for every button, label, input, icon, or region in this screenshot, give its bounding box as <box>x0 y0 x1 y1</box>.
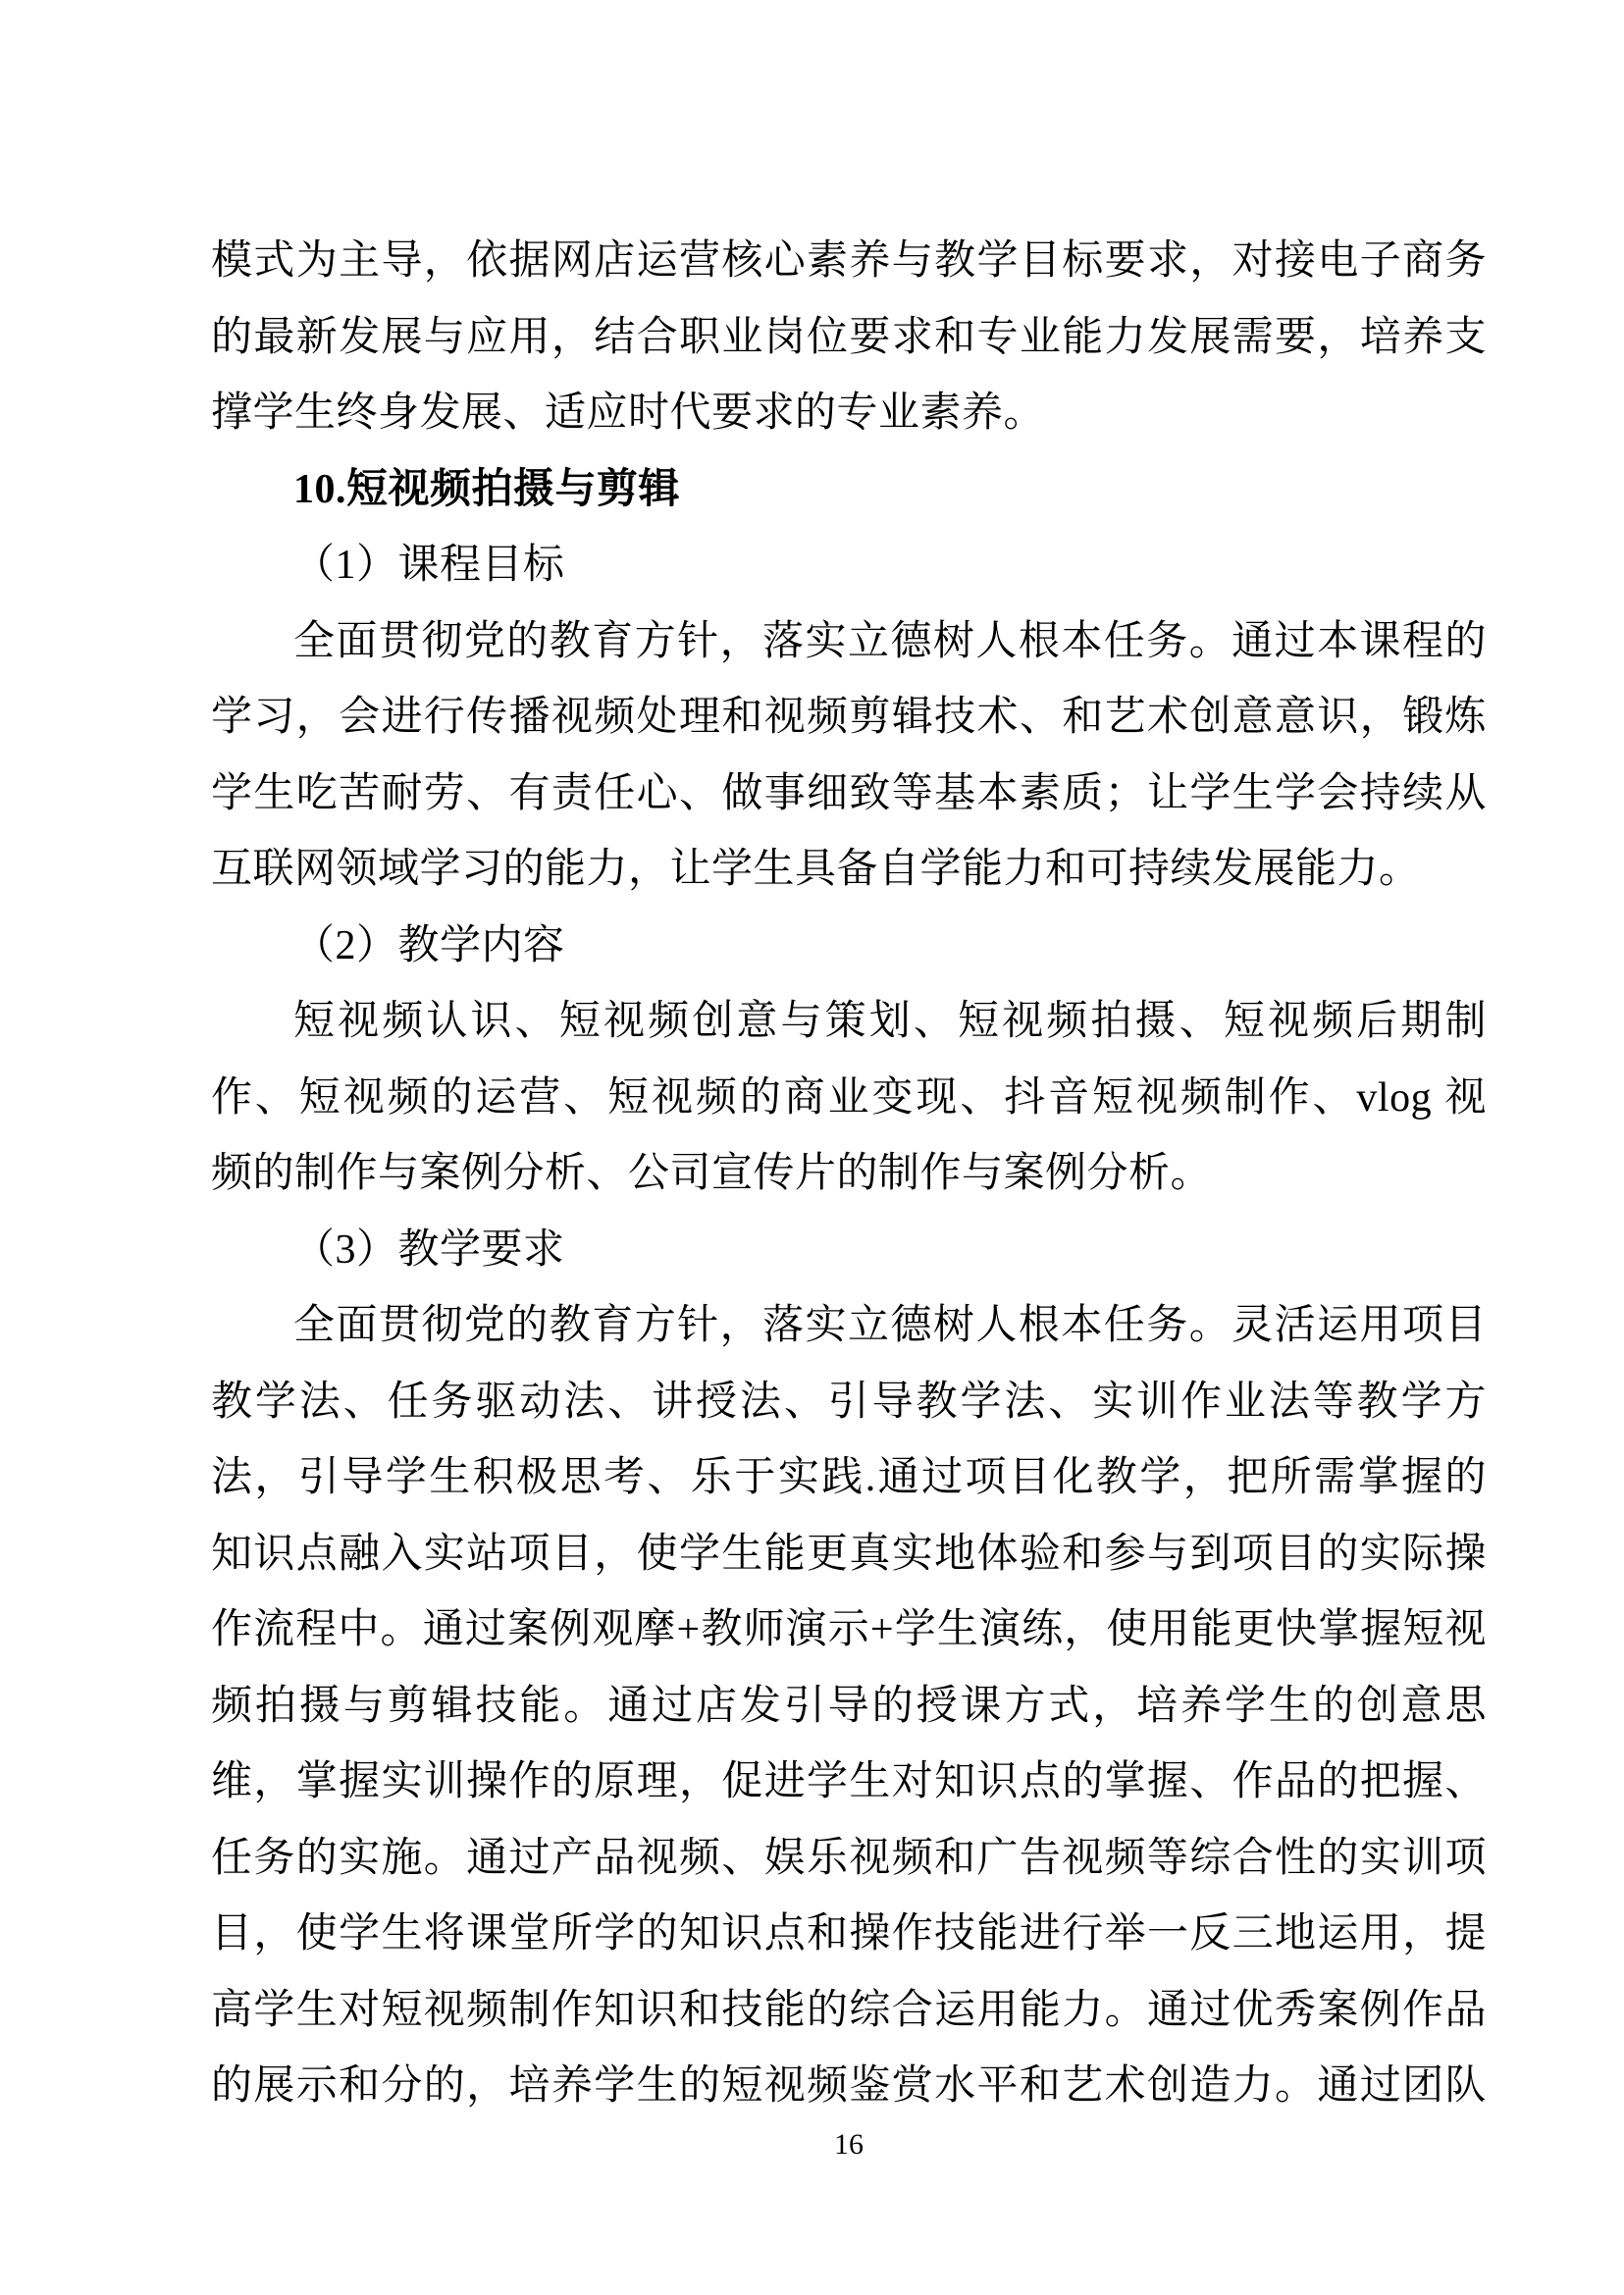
text-line: 全面贯彻党的教育方针，落实立德树人根本任务。通过本课程的 <box>293 618 1487 664</box>
text-line: 的展示和分的，培养学生的短视频鉴赏水平和艺术创造力。通过团队 <box>211 2063 1487 2109</box>
subsection-heading: （3）教学要求 <box>293 1226 565 1273</box>
subsection-heading: （2）教学内容 <box>293 922 565 968</box>
subsection-heading: （1）课程目标 <box>293 543 565 588</box>
page-number: 16 <box>834 2128 864 2161</box>
text-line: 高学生对短视频制作知识和技能的综合运用能力。通过优秀案例作品 <box>211 1987 1487 2033</box>
text-line: 学生吃苦耐劳、有责任心、做事细致等基本素质；让学生学会持续从 <box>211 770 1487 816</box>
text-line: 作、短视频的运营、短视频的商业变现、抖音短视频制作、vlog 视 <box>211 1074 1487 1121</box>
text-line: 互联网领域学习的能力，让学生具备自学能力和可持续发展能力。 <box>211 847 1421 892</box>
text-line: 撑学生终身发展、适应时代要求的专业素养。 <box>211 391 1046 436</box>
text-line: 频拍摄与剪辑技能。通过店发引导的授课方式，培养学生的创意思 <box>211 1683 1487 1729</box>
text-line: 学习，会进行传播视频处理和视频剪辑技术、和艺术创意意识，锻炼 <box>211 695 1487 740</box>
text-line: 目，使学生将课堂所学的知识点和操作技能进行举一反三地运用，提 <box>211 1911 1487 1956</box>
text-line: 模式为主导，依据网店运营核心素养与教学目标要求，对接电子商务 <box>211 238 1487 284</box>
text-line: 作流程中。通过案例观摩+教师演示+学生演练，使用能更快掌握短视 <box>211 1607 1487 1652</box>
text-line: 教学法、任务驱动法、讲授法、引导教学法、实训作业法等教学方 <box>211 1379 1487 1425</box>
section-heading: 10.短视频拍摄与剪辑 <box>293 466 681 512</box>
text-line: 维，掌握实训操作的原理，促进学生对知识点的掌握、作品的把握、 <box>211 1759 1487 1804</box>
text-line: 知识点融入实站项目，使学生能更真实地体验和参与到项目的实际操 <box>211 1531 1487 1577</box>
text-line: 频的制作与案例分析、公司宣传片的制作与案例分析。 <box>211 1151 1213 1196</box>
text-line: 法，引导学生积极思考、乐于实践.通过项目化教学，把所需掌握的 <box>211 1455 1487 1500</box>
text-line: 全面贯彻党的教育方针，落实立德树人根本任务。灵活运用项目 <box>293 1303 1487 1348</box>
text-line: 的最新发展与应用，结合职业岗位要求和专业能力发展需要，培养支 <box>211 314 1487 360</box>
document-body <box>211 224 1487 2125</box>
text-line: 任务的实施。通过产品视频、娱乐视频和广告视频等综合性的实训项 <box>211 1835 1487 1881</box>
text-line: 短视频认识、短视频创意与策划、短视频拍摄、短视频后期制 <box>293 999 1487 1044</box>
